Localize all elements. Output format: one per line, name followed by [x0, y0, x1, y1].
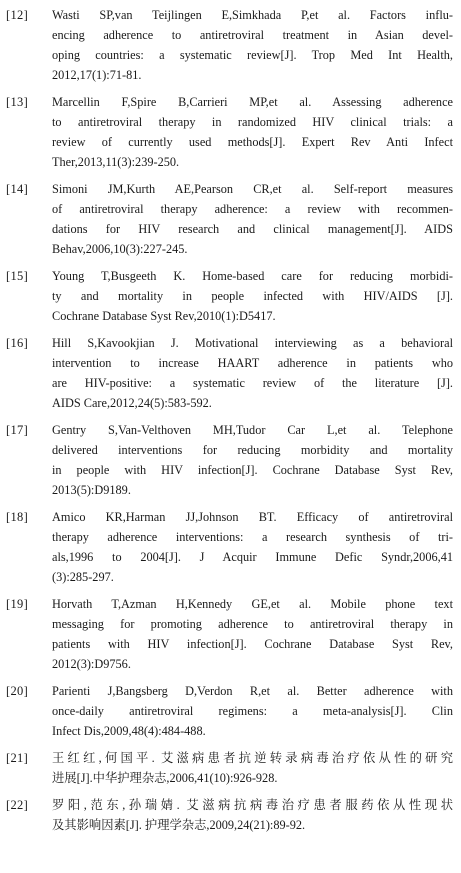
reference-21 [6, 748, 453, 788]
reference-line: 进展[J].中华护理杂志,2006,41(10):926-928. [52, 771, 278, 785]
reference-text [52, 420, 453, 500]
reference-15 [6, 266, 453, 326]
reference-line: intervention to increase HAART adherence in patients who [52, 356, 453, 370]
reference-text [52, 681, 453, 741]
reference-line: Hill S,Kavookjian J. Motivational interviewing as a behavioral [52, 336, 453, 350]
reference-text [52, 748, 453, 788]
reference-line: 王红红,何国平. 艾滋病患者抗逆转录病毒治疗依从性的研究 [52, 751, 453, 765]
reference-text [52, 179, 453, 259]
reference-line: Amico KR,Harman JJ,Johnson BT. Efficacy of antiretroviral [52, 510, 453, 524]
reference-13 [6, 92, 453, 172]
reference-line: Marcellin F,Spire B,Carrieri MP,et al. Assessing adherence [52, 95, 453, 109]
reference-number: [17] [6, 423, 29, 437]
reference-line: 及其影响因素[J]. 护理学杂志,2009,24(21):89-92. [52, 818, 306, 832]
reference-number: [13] [6, 95, 29, 109]
reference-19 [6, 594, 453, 674]
reference-line: encing adherence to antiretroviral treatment in Asian devel- [52, 28, 453, 42]
reference-line: patients with HIV infection[J]. Cochrane Database Syst Rev, [52, 637, 453, 651]
reference-number: [18] [6, 510, 29, 524]
reference-12 [6, 5, 453, 85]
reference-text [52, 92, 453, 172]
reference-number: [20] [6, 684, 29, 698]
reference-line: oping countries: a systematic review[J]. Trop Med Int Health, [52, 48, 453, 62]
reference-number: [12] [6, 8, 29, 22]
reference-text [52, 333, 453, 413]
reference-number: [19] [6, 597, 29, 611]
reference-line: in people with HIV infection[J]. Cochrane Database Syst Rev, [52, 463, 453, 477]
reference-number: [16] [6, 336, 29, 350]
reference-line: Gentry S,Van-Velthoven MH,Tudor Car L,et al. Telephone [52, 423, 453, 437]
reference-line: delivered interventions for reducing morbidity and mortality [52, 443, 453, 457]
reference-14 [6, 179, 453, 259]
reference-line: to antiretroviral therapy in randomized HIV clinical trials: a [52, 115, 453, 129]
reference-17 [6, 420, 453, 500]
reference-line: Behav,2006,10(3):227-245. [52, 242, 188, 256]
reference-line: therapy adherence interventions: a research synthesis of tri- [52, 530, 453, 544]
reference-line: are HIV-positive: a systematic review of the literature [J]. [52, 376, 453, 390]
reference-line: dations for HIV research and clinical management[J]. AIDS [52, 222, 453, 236]
reference-text [52, 507, 453, 587]
reference-line: ty and mortality in people infected with HIV/AIDS [J]. [52, 289, 453, 303]
reference-line: Ther,2013,11(3):239-250. [52, 155, 180, 169]
reference-number: [14] [6, 182, 29, 196]
reference-number: [22] [6, 798, 29, 812]
reference-text [52, 266, 453, 326]
reference-line: review of currently used methods[J]. Expert Rev Anti Infect [52, 135, 453, 149]
reference-line: once-daily antiretroviral regimens: a meta-analysis[J]. Clin [52, 704, 453, 718]
reference-line: AIDS Care,2012,24(5):583-592. [52, 396, 212, 410]
reference-text [52, 795, 453, 835]
reference-line: 2012(3):D9756. [52, 657, 131, 671]
reference-text [52, 594, 453, 674]
reference-line: messaging for promoting adherence to antiretroviral therapy in [52, 617, 453, 631]
reference-line: 2013(5):D9189. [52, 483, 131, 497]
reference-16 [6, 333, 453, 413]
reference-line: 罗阳,范东,孙瑞婧. 艾滋病抗病毒治疗患者服药依从性现状 [52, 798, 453, 812]
reference-line: Infect Dis,2009,48(4):484-488. [52, 724, 206, 738]
reference-line: Parienti J,Bangsberg D,Verdon R,et al. Better adherence with [52, 684, 453, 698]
reference-line: of antiretroviral therapy adherence: a review with recommen- [52, 202, 453, 216]
reference-number: [15] [6, 269, 29, 283]
reference-22 [6, 795, 453, 835]
reference-line: Wasti SP,van Teijlingen E,Simkhada P,et al. Factors influ- [52, 8, 453, 22]
reference-line: Young T,Busgeeth K. Home-based care for reducing morbidi- [52, 269, 453, 283]
reference-18 [6, 507, 453, 587]
reference-line: (3):285-297. [52, 570, 114, 584]
reference-line: als,1996 to 2004[J]. J Acquir Immune Defic Syndr,2006,41 [52, 550, 453, 564]
reference-line: 2012,17(1):71-81. [52, 68, 142, 82]
reference-line: Cochrane Database Syst Rev,2010(1):D5417. [52, 309, 276, 323]
reference-line: Simoni JM,Kurth AE,Pearson CR,et al. Self-report measures [52, 182, 453, 196]
reference-20 [6, 681, 453, 741]
reference-line: Horvath T,Azman H,Kennedy GE,et al. Mobile phone text [52, 597, 453, 611]
reference-number: [21] [6, 751, 29, 765]
reference-text [52, 5, 453, 85]
